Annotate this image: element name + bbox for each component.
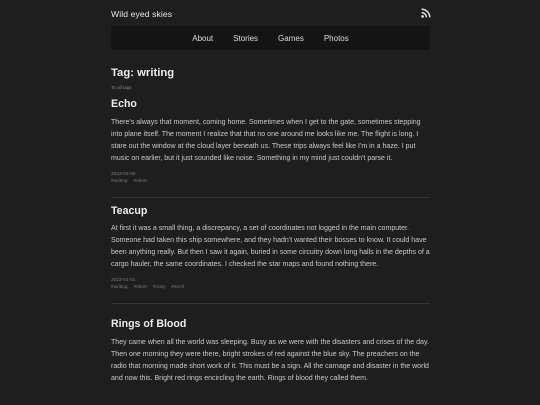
tag-link[interactable]: #writing bbox=[111, 179, 128, 184]
post-date: 2023-03-06 bbox=[111, 172, 136, 177]
page-title: Tag: writing bbox=[111, 67, 175, 79]
main-nav bbox=[111, 26, 430, 50]
nav-item-photos[interactable]: Photos bbox=[323, 33, 349, 43]
post-excerpt: They came when all the world was sleeping. Busy as we were with the disasters and crises of the day. Then one morning they were there, bright strokes of red against the blue sky. The preachers on the radio that morning made short work of it. This must be a sign. All the carnage and disaster in the world and now this. Bright red rings encircling the earth. Rings of blood they called them. bbox=[111, 339, 429, 382]
post-title[interactable]: Rings of Blood bbox=[111, 318, 187, 330]
tag-link[interactable]: #writing bbox=[111, 285, 128, 290]
tag-link[interactable]: #sci-fi bbox=[171, 285, 184, 290]
post-echo bbox=[111, 97, 430, 185]
post-tags bbox=[111, 178, 430, 185]
site-header bbox=[111, 6, 431, 22]
nav-item-games[interactable]: Games bbox=[278, 33, 304, 43]
tag-link[interactable]: #short bbox=[133, 285, 147, 290]
rss-icon[interactable] bbox=[421, 8, 431, 18]
post-divider bbox=[111, 303, 430, 304]
nav-item-about[interactable]: About bbox=[192, 33, 214, 43]
post-title[interactable]: Echo bbox=[111, 98, 137, 110]
post-excerpt: There's always that moment, coming home. Sometimes when I get to the gate, sometimes stepping into plane itself. The moment I realize that that no one around me looks like me. The flight is long. I stare out the window at the cloud layer beneath us. These trips always feel like I'm in a haze. I put music on earlier, but it just sounded like noise. Something in my mind just couldn't parse it. bbox=[111, 119, 421, 162]
nav-item-stories[interactable]: Stories bbox=[233, 33, 259, 43]
all-tags-link[interactable]: To all tags bbox=[111, 85, 132, 90]
post-rings-of-blood bbox=[111, 317, 430, 385]
tag-link[interactable]: #short bbox=[133, 179, 147, 184]
post-title[interactable]: Teacup bbox=[111, 205, 148, 217]
main-content bbox=[111, 66, 430, 385]
site-title-link[interactable]: Wild eyed skies bbox=[111, 9, 173, 19]
post-teacup bbox=[111, 204, 430, 291]
post-divider bbox=[111, 197, 430, 198]
post-date: 2023-01-01 bbox=[111, 278, 136, 283]
post-excerpt: At first it was a small thing, a discrepancy, a set of coordinates not logged in the main computer. Someone had taken this ship somewhere, and they hadn't wanted their bosses to know. It could have been anything really. But then I saw it again, buried in some circuitry down long halls in the depths of a cargo hauler, the same coordinates. I checked the star maps and found nothing there. bbox=[111, 225, 430, 268]
post-tags bbox=[111, 284, 430, 291]
tag-link[interactable]: #cozy bbox=[152, 285, 166, 290]
